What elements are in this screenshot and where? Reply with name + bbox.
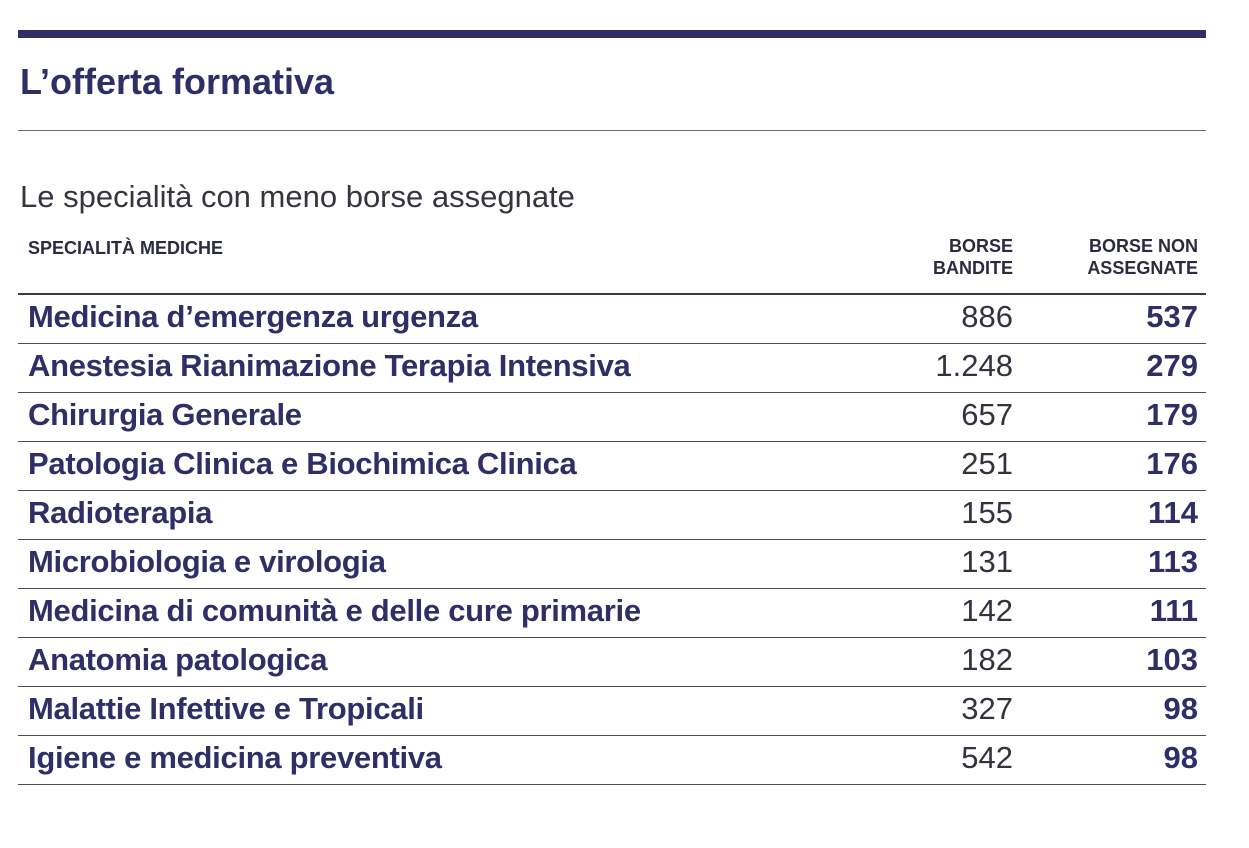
header-borse-bandite: BORSE BANDITE xyxy=(933,236,1013,278)
table-body xyxy=(18,295,1206,785)
borse-bandite-value: 155 xyxy=(961,495,1013,530)
table-row xyxy=(18,687,1206,736)
specialty-name: Chirurgia Generale xyxy=(28,397,302,432)
specialty-name: Radioterapia xyxy=(28,495,213,530)
specialty-name: Anatomia patologica xyxy=(28,642,328,677)
header-borse-non-assegnate: BORSE NON ASSEGNATE xyxy=(1087,236,1198,278)
specialty-name: Anestesia Rianimazione Terapia Intensiva xyxy=(28,348,631,383)
top-accent-bar xyxy=(18,30,1206,38)
borse-non-assegnate-value: 537 xyxy=(1146,299,1198,334)
borse-non-assegnate-value: 111 xyxy=(1149,593,1198,628)
specialty-name: Igiene e medicina preventiva xyxy=(28,740,442,775)
header-specialty: SPECIALITÀ MEDICHE xyxy=(28,238,224,258)
borse-non-assegnate-value: 98 xyxy=(1163,740,1198,775)
table-header xyxy=(18,233,1206,291)
specialty-name: Microbiologia e virologia xyxy=(28,544,386,579)
specialty-name: Patologia Clinica e Biochimica Clinica xyxy=(28,446,577,481)
borse-non-assegnate-value: 279 xyxy=(1146,348,1198,383)
borse-non-assegnate-value: 179 xyxy=(1146,397,1198,432)
specialty-name: Medicina d’emergenza urgenza xyxy=(28,299,478,334)
borse-bandite-value: 182 xyxy=(961,642,1013,677)
borse-non-assegnate-value: 113 xyxy=(1147,544,1198,579)
borse-non-assegnate-value: 98 xyxy=(1163,691,1198,726)
table-row xyxy=(18,540,1206,589)
borse-bandite-value: 327 xyxy=(961,691,1013,726)
table-row xyxy=(18,442,1206,491)
borse-non-assegnate-value: 114 xyxy=(1147,495,1198,530)
page-title: L’offerta formativa xyxy=(20,61,335,102)
borse-bandite-value: 142 xyxy=(961,593,1013,628)
specialty-name: Malattie Infettive e Tropicali xyxy=(28,691,424,726)
table-row xyxy=(18,638,1206,687)
table-row xyxy=(18,393,1206,442)
specialty-name: Medicina di comunità e delle cure primarie xyxy=(28,593,641,628)
borse-bandite-value: 886 xyxy=(961,299,1013,334)
borse-non-assegnate-value: 103 xyxy=(1146,642,1198,677)
table-row xyxy=(18,344,1206,393)
table-row xyxy=(18,491,1206,540)
borse-bandite-value: 657 xyxy=(961,397,1013,432)
borse-bandite-value: 1.248 xyxy=(935,348,1013,383)
borse-bandite-value: 131 xyxy=(961,544,1013,579)
borse-bandite-value: 251 xyxy=(961,446,1013,481)
table-row xyxy=(18,736,1206,785)
table-subtitle: Le specialità con meno borse assegnate xyxy=(20,179,575,214)
borse-bandite-value: 542 xyxy=(961,740,1013,775)
table-row xyxy=(18,295,1206,344)
table-row xyxy=(18,589,1206,638)
borse-non-assegnate-value: 176 xyxy=(1146,446,1198,481)
title-divider xyxy=(18,130,1206,131)
